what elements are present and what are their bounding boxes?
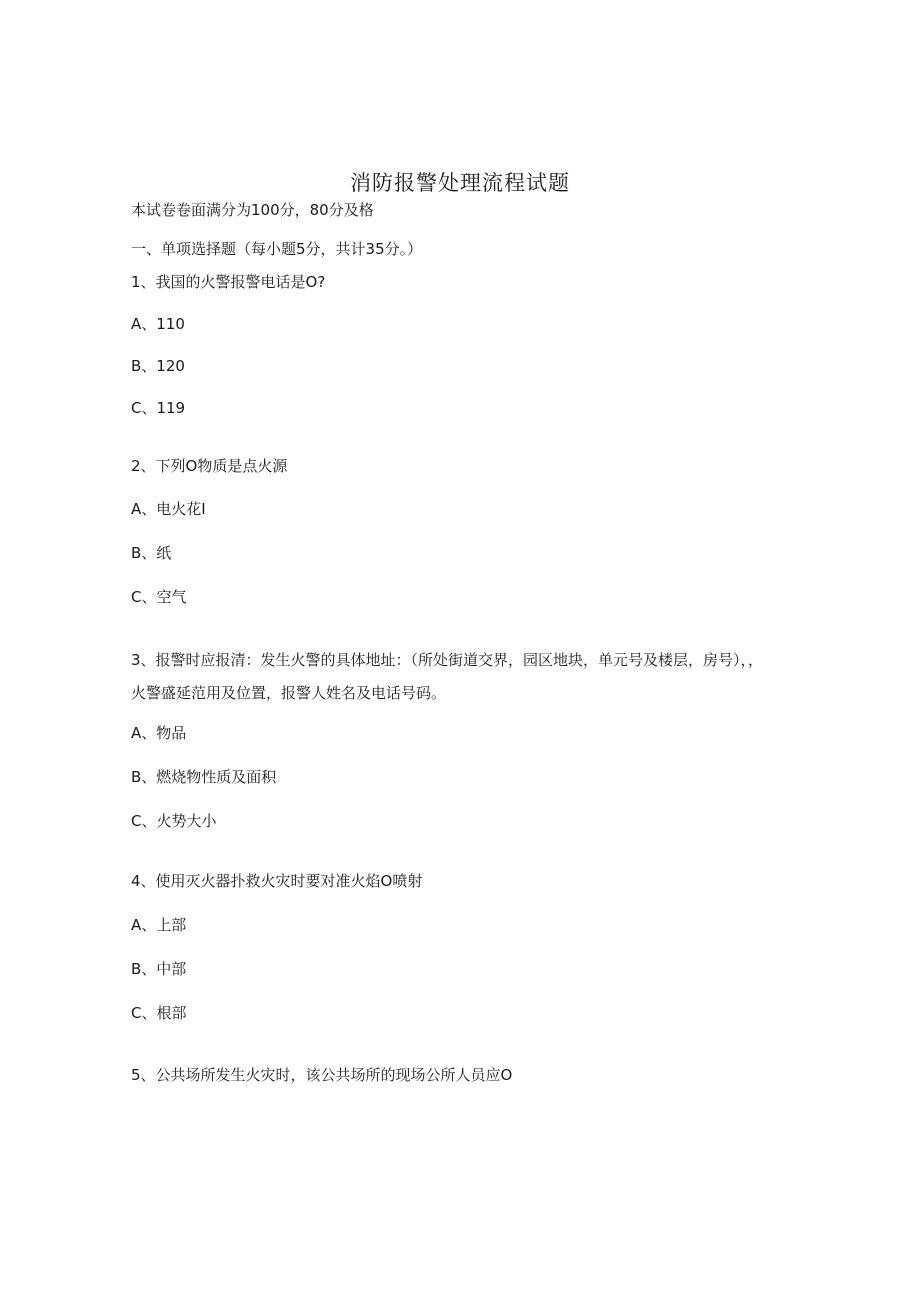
question-1-option-a: A、110: [131, 315, 185, 333]
question-1-option-b: B、120: [131, 357, 185, 375]
question-3-option-c: C、火势大小: [131, 812, 217, 830]
section-heading: 一、单项选择题（每小题5分，共计35分。）: [131, 240, 423, 258]
question-2-option-a: A、电火花I: [131, 500, 206, 518]
question-3-stem: 3、报警时应报清：发生火警的具体地址：（所处街道交界，园区地块，单元号及楼层，房号），，火警盛延范用及位置，报警人姓名及电话号码。: [131, 651, 764, 702]
score-note: 本试卷卷面满分为100分，80分及格: [131, 201, 374, 219]
question-2-option-c: C、空气: [131, 588, 187, 606]
document-title: 消防报警处理流程试题: [350, 171, 570, 195]
question-4-option-b: B、中部: [131, 960, 187, 978]
question-4-option-c: C、根部: [131, 1004, 187, 1022]
question-3-option-b: B、燃烧物性质及面积: [131, 768, 277, 786]
question-4-option-a: A、上部: [131, 916, 187, 934]
question-4-stem: 4、使用灭火器扑救火灾时要对准火焰O喷射: [131, 872, 423, 890]
question-5-stem: 5、公共场所发生火灾时，该公共场所的现场公所人员应O: [131, 1066, 513, 1084]
question-1-option-c: C、119: [131, 399, 186, 417]
question-2-stem: 2、下列O物质是点火源: [131, 457, 288, 475]
question-2-option-b: B、纸: [131, 544, 172, 562]
question-3-option-a: A、物品: [131, 724, 187, 742]
question-1-stem: 1、我国的火警报警电话是O?: [131, 273, 326, 291]
